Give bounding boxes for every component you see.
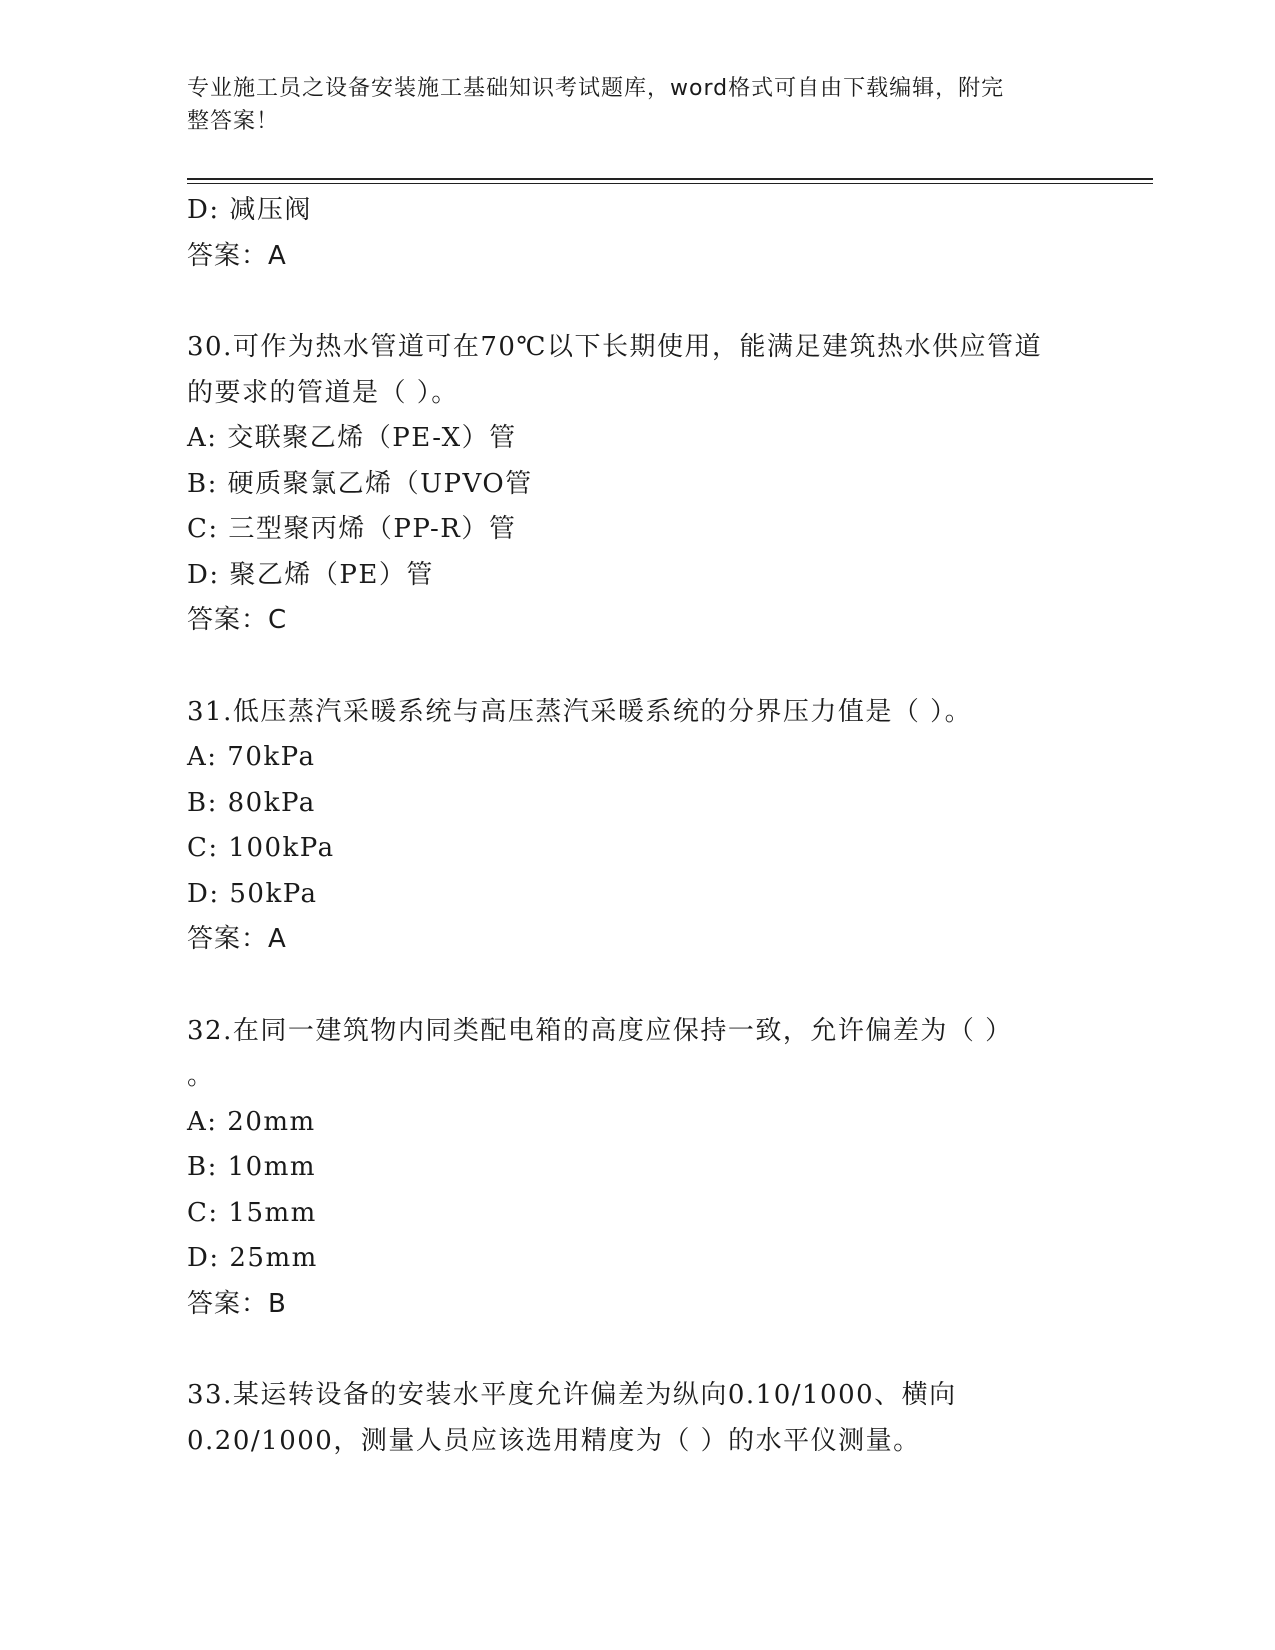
question-stem-line-2: 的要求的管道是（ ）。 [187, 377, 459, 408]
question-stem-line-1: 33.某运转设备的安装水平度允许偏差为纵向0.10/1000、横向 [187, 1380, 957, 1410]
header-title-line-2: 整答案！ [187, 109, 280, 134]
question-32 [187, 1009, 1087, 1328]
page-header [187, 72, 1067, 138]
option-d: D: 减压阀 [187, 195, 312, 225]
question-stem-line-2: 0.20/1000，测量人员应该选用精度为（ ）的水平仪测量。 [187, 1425, 921, 1456]
header-title-line-1: 专业施工员之设备安装施工基础知识考试题库，word格式可自由下载编辑，附完 [187, 76, 1005, 101]
question-30 [187, 325, 1087, 644]
question-stem-line-2: 。 [187, 1061, 215, 1091]
question-31 [187, 690, 1087, 963]
header-divider-thick [187, 178, 1153, 180]
option-d: D: 25mm [187, 1243, 318, 1273]
option-b: B: 10mm [187, 1152, 317, 1182]
option-c: C: 15mm [187, 1197, 317, 1228]
answer-line: 答案：A [187, 240, 287, 271]
answer-line: 答案：B [187, 1288, 287, 1319]
option-a: A: 交联聚乙烯（PE-X）管 [187, 423, 517, 453]
question-stem-line-1: 32.在同一建筑物内同类配电箱的高度应保持一致，允许偏差为（ ） [187, 1015, 1013, 1046]
prev-question-tail [187, 188, 1087, 279]
header-divider-thin [187, 183, 1153, 184]
option-a: A: 20mm [187, 1106, 316, 1137]
option-b: B: 硬质聚氯乙烯（UPVO管 [187, 468, 533, 499]
answer-line: 答案：A [187, 924, 287, 954]
question-33 [187, 1373, 1087, 1464]
option-c: C: 三型聚丙烯（PP-R）管 [187, 514, 517, 544]
option-b: B: 80kPa [187, 787, 316, 818]
option-a: A: 70kPa [187, 742, 316, 772]
answer-line: 答案：C [187, 605, 288, 635]
option-d: D: 50kPa [187, 878, 318, 909]
option-d: D: 聚乙烯（PE）管 [187, 559, 434, 590]
document-body [187, 188, 1087, 1464]
question-stem-line-1: 31.低压蒸汽采暖系统与高压蒸汽采暖系统的分界压力值是（ ）。 [187, 696, 973, 727]
option-c: C: 100kPa [187, 833, 335, 863]
question-stem-line-1: 30.可作为热水管道可在70℃以下长期使用，能满足建筑热水供应管道 [187, 332, 1043, 362]
